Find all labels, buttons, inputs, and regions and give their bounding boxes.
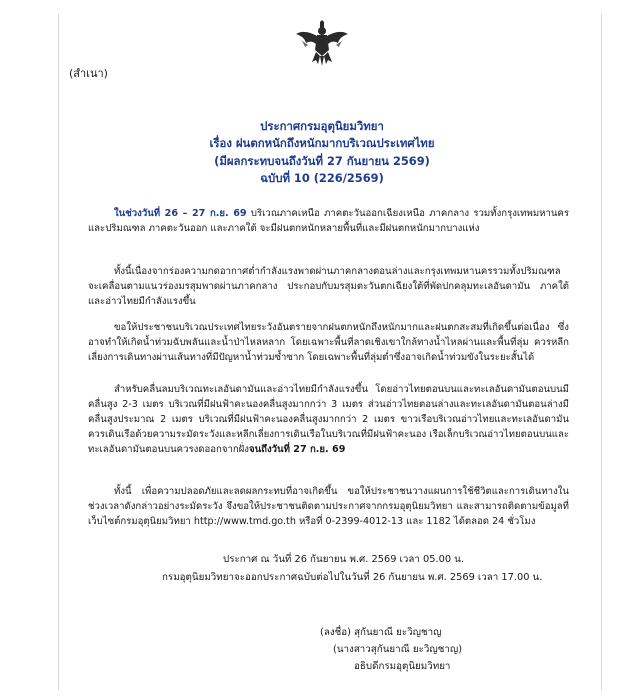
marine-text: สำหรับคลื่นลมบริเวณทะเลอันดามันและอ่าวไทยมีกำลังแรงขึ้น โดยอ่าวไทยตอนบนและทะเลอันดามันตอนบนมีคลื่นสูง 2-3 เมตร บริเวณที่มีฝนฟ้าคะนองคลื่นสูงมากกว่า 3 เมตร ส่วนอ่าวไทยตอนล่างและทะเลอันดามันตอนล่างมีคลื่นสูงประมาณ 2 เมตร บริเวณที่มีฝนฟ้าคะนองคลื่นสูงมากกว่า 2 เมตร ขาวเรือบริเวณอ่าวไทยและทะเลอันดามันควรเดินเรือด้วยความระมัดระวังและหลีกเลี่ยงการเดินเรือในบริเวณที่มีฝนฟ้าคะนอง เรือเล็กบริเวณอ่าวไทยตอนบนและทะเลอันดามันตอนบนควรงดออกจากฝั่ง bbox=[88, 384, 569, 455]
signatory-name: (นางสาวสุกันยาณี ยะวิญชาญ) bbox=[333, 644, 463, 655]
signature-line: (ลงชื่อ) สุกันยาณี ยะวิญชาญ bbox=[320, 627, 442, 638]
document-title bbox=[150, 118, 494, 188]
cause-text: ทั้งนี้เนื่องจากร่องความกดอากาศต่ำกำลังแรงพาดผ่านภาคกลางตอนล่างและกรุงเทพมหานครรวมทั้งปริมณฑล จะเคลื่อนตามแนวร่องมรสุมพาดผ่านภาคกลาง ประกอบกับมรสุมตะวันตกเฉียงใต้ที่พัดปกคลุมทะเลอันดามัน ภาคใต้และอ่าวไทยมีกำลังแรงขึ้น bbox=[88, 266, 569, 307]
signatory-title: อธิบดีกรมอุตุนิยมวิทยา bbox=[354, 661, 451, 672]
paragraph-advice bbox=[88, 484, 569, 529]
advice-text: ทั้งนี้ เพื่อความปลอดภัยและลดผลกระทบที่อาจเกิดขึ้น ขอให้ประชาชนวางแผนการใช้ชีวิตและการเดินทางในช่วงเวลาดังกล่าวอย่างระมัดระวัง จึงขอให้ประชาชนติดตามประกาศจากกรมอุตุนิยมวิทยา และสามารถติดตามข้อมูลที่เว็บไซต์กรมอุตุนิยมวิทยา http://www.tmd.go.th หรือที่ 0-2399-4012-13 และ 1182 ได้ตลอด 24 ชั่วโมง bbox=[88, 486, 569, 527]
warning-text: ขอให้ประชาชนบริเวณประเทศไทยระวังอันตรายจากฝนตกหนักถึงหนักมากและฝนตกสะสมที่เกิดขึ้นต่อเนื่อง ซึ่งอาจทำให้เกิดน้ำท่วมฉับพลันและน้ำป่าไหลหลาก โดยเฉพาะพื้นที่ลาดเชิงเขาใกล้ทางน้ำไหลผ่านและพื้นที่ลุ่ม ควรหลีกเลี่ยงการเดินทางผ่านเส้นทางที่มีปัญหาน้ำท่วมซ้ำซาก โดยเฉพาะพื้นที่ลุ่มต่ำซึ่งอาจเกิดน้ำท่วมขังในระยะสั้นได้ bbox=[88, 322, 569, 363]
period-text: บริเวณภาคเหนือ ภาคตะวันออกเฉียงเหนือ ภาคกลาง รวมทั้งกรุงเทพมหานครและปริมณฑล ภาคตะวันออก และภาคใต้ จะมีฝนตกหนักหลายพื้นที่และมีฝนตกหนักมากบางแห่ง bbox=[88, 208, 569, 234]
announced-date: ประกาศ ณ วันที่ 26 กันยายน พ.ศ. 2569 เวลา 05.00 น. bbox=[223, 554, 464, 565]
paragraph-warning bbox=[88, 320, 569, 365]
paragraph-cause bbox=[88, 264, 569, 309]
copy-mark: (สำเนา) bbox=[69, 67, 108, 80]
marine-until: จนถึงวันที่ 27 ก.ย. 69 bbox=[248, 444, 346, 455]
next-issue: กรมอุตุนิยมวิทยาจะออกประกาศฉบับต่อไปในวันที่ 26 กันยายน พ.ศ. 2569 เวลา 17.00 น. bbox=[162, 572, 543, 583]
period-lead: ในช่วงวันที่ 26 – 27 ก.ย. 69 bbox=[114, 208, 247, 219]
paragraph-period bbox=[88, 206, 569, 236]
title-line: ประกาศกรมอุตุนิยมวิทยา bbox=[260, 119, 384, 133]
garuda-emblem-icon bbox=[296, 20, 348, 66]
paragraph-marine bbox=[88, 382, 569, 457]
subject-line: เรื่อง ฝนตกหนักถึงหนักมากบริเวณประเทศไทย bbox=[209, 136, 435, 151]
issue-number: ฉบับที่ 10 (226/2569) bbox=[260, 171, 384, 186]
effect-line: (มีผลกระทบจนถึงวันที่ 27 กันยายน 2569) bbox=[214, 153, 430, 168]
